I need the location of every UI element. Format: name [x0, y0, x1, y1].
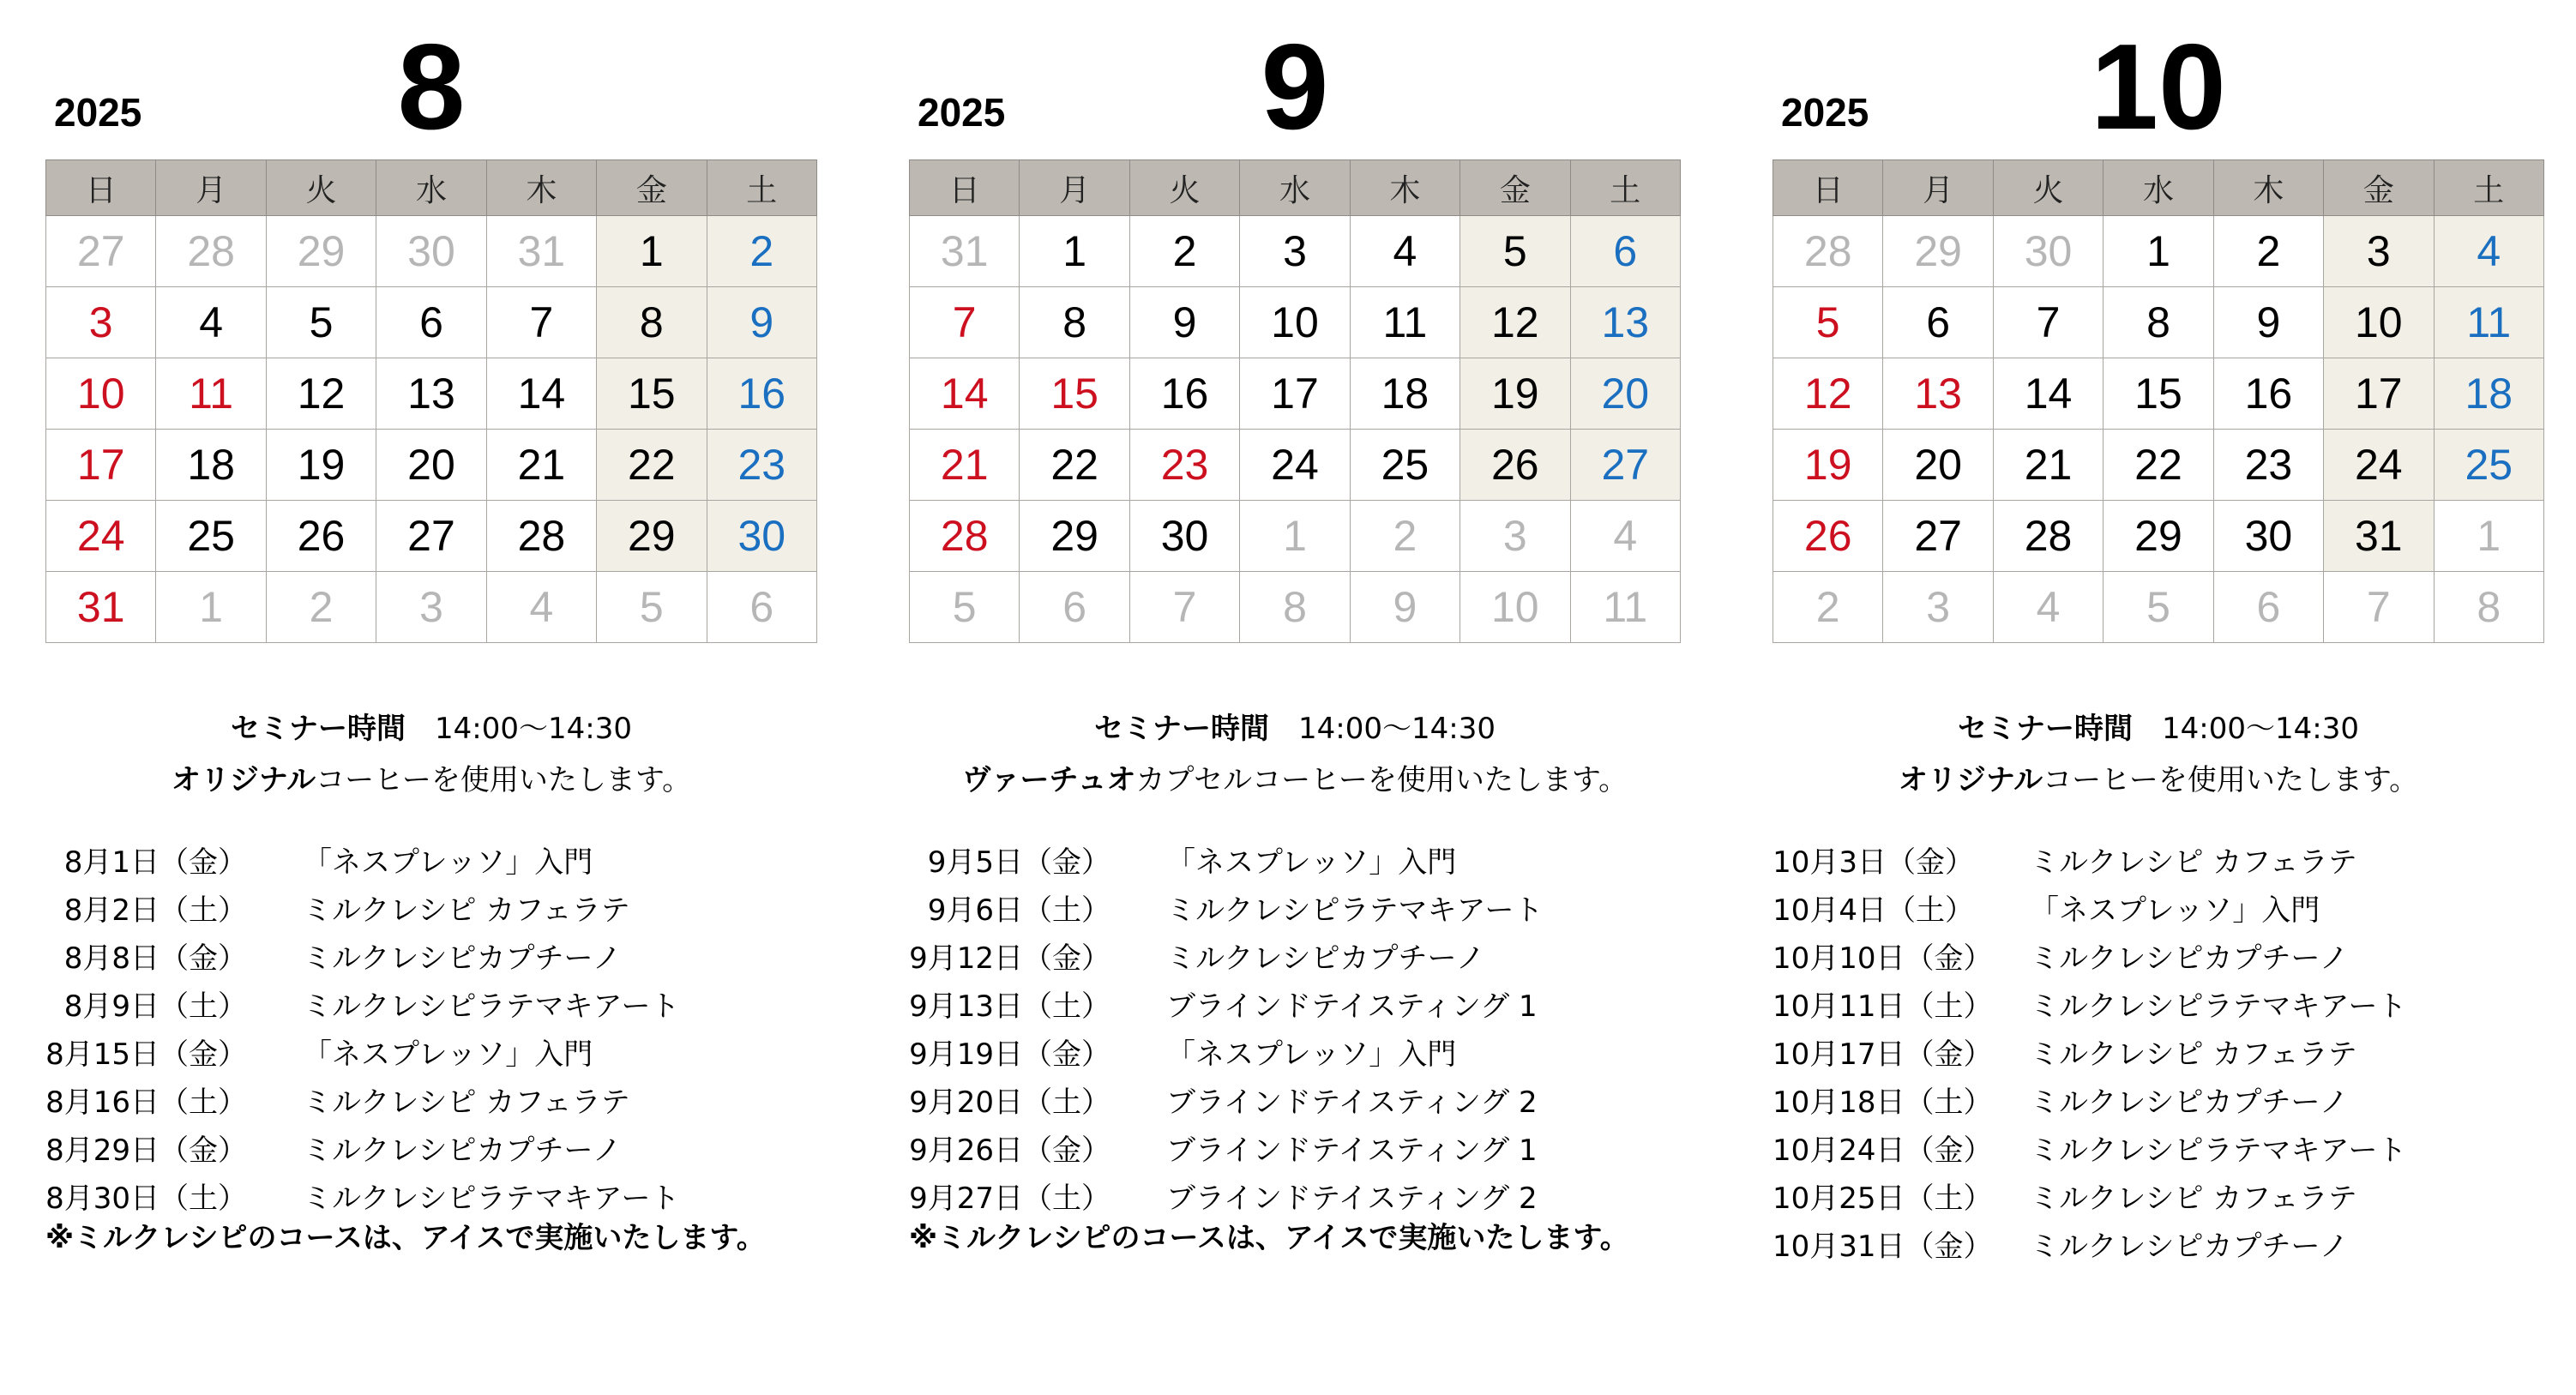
day-cell: 13: [376, 358, 486, 430]
schedule-item: [909, 935, 1681, 983]
day-cell: 8: [2104, 287, 2213, 358]
coffee-type: オリジナル: [171, 763, 316, 797]
schedule-event: ミルクレシピラテマキアート: [303, 989, 680, 1024]
day-cell-outside: 6: [1020, 572, 1129, 643]
day-cell: 3: [46, 287, 156, 358]
schedule-item: [909, 887, 1681, 935]
day-cell: 29: [2104, 501, 2213, 572]
schedule-date: 10月18日（土）: [1773, 1085, 1993, 1120]
day-cell: 2: [707, 216, 816, 287]
day-cell: 21: [1993, 430, 2103, 501]
schedule-item: [1773, 935, 2544, 983]
week-row: [1773, 501, 2544, 572]
schedule-date: 10月25日（土）: [1773, 1182, 1993, 1216]
seminar-time: 14:00〜14:30: [1298, 712, 1496, 746]
schedule-event: 「ネスプレッソ」入門: [303, 1037, 593, 1072]
weekday-header: 木: [1350, 160, 1460, 216]
schedule-list: [1773, 839, 2544, 1271]
week-row: [910, 358, 1681, 430]
day-cell: 27: [376, 501, 486, 572]
day-cell-outside: 31: [910, 216, 1020, 287]
day-cell: 8: [597, 287, 707, 358]
day-cell-outside: 8: [2434, 572, 2543, 643]
week-row: [46, 501, 817, 572]
week-row: [46, 358, 817, 430]
day-cell: 17: [2324, 358, 2434, 430]
week-row: [910, 430, 1681, 501]
schedule-item: [1773, 1223, 2544, 1271]
schedule-item: [1773, 983, 2544, 1031]
year-label: 2025: [54, 90, 142, 135]
day-cell: 8: [1020, 287, 1129, 358]
day-cell: 11: [2434, 287, 2543, 358]
week-row: [46, 287, 817, 358]
schedule-event: ミルクレシピ カフェラテ: [2030, 1037, 2357, 1072]
day-cell: 29: [1020, 501, 1129, 572]
week-row: [46, 572, 817, 643]
coffee-text: コーヒーを使用いたします。: [316, 763, 692, 797]
coffee-type: ヴァーチュオ: [961, 763, 1136, 797]
schedule-item: [45, 935, 817, 983]
month-number: 8: [397, 19, 466, 155]
day-cell: 19: [1773, 430, 1883, 501]
day-cell-outside: 8: [1240, 572, 1350, 643]
schedule-date: 9月5日（金）: [927, 845, 1110, 880]
day-cell-outside: 7: [2324, 572, 2434, 643]
schedule-event: ミルクレシピカプチーノ: [1166, 941, 1485, 976]
day-cell-outside: 9: [1350, 572, 1460, 643]
day-cell-outside: 3: [1883, 572, 1993, 643]
day-cell: 18: [1350, 358, 1460, 430]
schedule-date: 9月6日（土）: [927, 893, 1110, 928]
weekday-header: 日: [46, 160, 156, 216]
schedule-item: [45, 1127, 817, 1175]
weekday-header: 土: [1570, 160, 1680, 216]
month-panel-9: [909, 0, 1681, 1395]
day-cell: 18: [2434, 358, 2543, 430]
seminar-time: 14:00〜14:30: [435, 712, 632, 746]
day-cell: 9: [2213, 287, 2323, 358]
day-cell: 6: [1883, 287, 1993, 358]
day-cell: 23: [1129, 430, 1239, 501]
coffee-type: オリジナル: [1898, 763, 2043, 797]
month-number: 10: [2091, 19, 2226, 155]
schedule-date: 10月24日（金）: [1773, 1133, 1993, 1168]
weekday-header: 火: [1993, 160, 2103, 216]
day-cell: 17: [46, 430, 156, 501]
weekday-header: 水: [2104, 160, 2213, 216]
day-cell-outside: 11: [1570, 572, 1680, 643]
day-cell: 19: [1460, 358, 1570, 430]
day-cell: 24: [1240, 430, 1350, 501]
week-row: [1773, 216, 2544, 287]
weekday-header: 金: [2324, 160, 2434, 216]
schedule-item: [1773, 1127, 2544, 1175]
day-cell: 22: [1020, 430, 1129, 501]
weekday-header: 月: [156, 160, 266, 216]
calendar-grid: [909, 159, 1681, 643]
day-cell: 28: [1993, 501, 2103, 572]
day-cell: 3: [1240, 216, 1350, 287]
day-cell: 30: [2213, 501, 2323, 572]
schedule-date: 9月20日（土）: [909, 1085, 1110, 1120]
schedule-event: ミルクレシピカプチーノ: [2030, 1230, 2349, 1264]
day-cell: 7: [1993, 287, 2103, 358]
day-cell: 16: [2213, 358, 2323, 430]
day-cell: 28: [486, 501, 596, 572]
day-cell: 9: [1129, 287, 1239, 358]
day-cell: 29: [597, 501, 707, 572]
weekday-header: 木: [2213, 160, 2323, 216]
seminar-time-line: [1773, 705, 2544, 747]
week-row: [46, 430, 817, 501]
day-cell: 2: [1129, 216, 1239, 287]
day-cell: 15: [1020, 358, 1129, 430]
day-cell: 13: [1883, 358, 1993, 430]
day-cell: 5: [1773, 287, 1883, 358]
schedule-event: ミルクレシピラテマキアート: [2030, 1133, 2407, 1168]
week-row: [910, 501, 1681, 572]
schedule-item: [1773, 1031, 2544, 1079]
day-cell: 6: [1570, 216, 1680, 287]
day-cell-outside: 1: [156, 572, 266, 643]
day-cell: 2: [2213, 216, 2323, 287]
day-cell: 15: [2104, 358, 2213, 430]
day-cell: 30: [707, 501, 816, 572]
day-cell: 21: [486, 430, 596, 501]
day-cell: 12: [1773, 358, 1883, 430]
weekday-header: 火: [266, 160, 376, 216]
day-cell: 27: [1883, 501, 1993, 572]
day-cell: 20: [376, 430, 486, 501]
day-cell: 14: [486, 358, 596, 430]
schedule-item: [909, 983, 1681, 1031]
week-row: [1773, 572, 2544, 643]
day-cell-outside: 2: [1350, 501, 1460, 572]
month-number: 9: [1261, 19, 1329, 155]
seminar-label: セミナー時間: [1094, 712, 1270, 746]
schedule-item: [45, 1031, 817, 1079]
day-cell: 10: [46, 358, 156, 430]
schedule-event: ミルクレシピ カフェラテ: [303, 1085, 630, 1120]
year-label: 2025: [918, 90, 1006, 135]
day-cell-outside: 27: [46, 216, 156, 287]
week-row: [910, 572, 1681, 643]
weekday-header: 月: [1883, 160, 1993, 216]
day-cell: 5: [266, 287, 376, 358]
seminar-label: セミナー時間: [1958, 712, 2134, 746]
weekday-header: 土: [707, 160, 816, 216]
day-cell-outside: 5: [910, 572, 1020, 643]
week-row: [1773, 287, 2544, 358]
month-panel-8: [45, 0, 817, 1395]
coffee-line: [1773, 756, 2544, 798]
day-cell: 14: [1993, 358, 2103, 430]
schedule-item: [909, 1031, 1681, 1079]
schedule-date: 9月12日（金）: [909, 941, 1110, 976]
weekday-header: 水: [376, 160, 486, 216]
schedule-item: [45, 1079, 817, 1127]
year-label: 2025: [1781, 90, 1869, 135]
day-cell: 9: [707, 287, 816, 358]
schedule-event: ミルクレシピカプチーノ: [303, 941, 622, 976]
schedule-date: 8月16日（土）: [45, 1085, 247, 1120]
schedule-event: ミルクレシピカプチーノ: [303, 1133, 622, 1168]
day-cell-outside: 7: [1129, 572, 1239, 643]
schedule-event: 「ネスプレッソ」入門: [2030, 893, 2320, 928]
day-cell: 22: [2104, 430, 2213, 501]
schedule-event: ミルクレシピ カフェラテ: [2030, 1182, 2357, 1216]
day-cell: 7: [486, 287, 596, 358]
schedule-date: 10月31日（金）: [1773, 1230, 1993, 1264]
day-cell-outside: 1: [1240, 501, 1350, 572]
schedule-date: 10月17日（金）: [1773, 1037, 1993, 1072]
day-cell-outside: 5: [2104, 572, 2213, 643]
day-cell-outside: 29: [266, 216, 376, 287]
schedule-item: [909, 1127, 1681, 1175]
weekday-header: 金: [597, 160, 707, 216]
day-cell: 16: [1129, 358, 1239, 430]
schedule-date: 10月11日（土）: [1773, 989, 1993, 1024]
weekday-header: 水: [1240, 160, 1350, 216]
day-cell: 10: [2324, 287, 2434, 358]
schedule-date: 8月29日（金）: [45, 1133, 247, 1168]
day-cell: 27: [1570, 430, 1680, 501]
schedule-item: [1773, 1079, 2544, 1127]
day-cell: 30: [1129, 501, 1239, 572]
day-cell-outside: 6: [707, 572, 816, 643]
day-cell-outside: 2: [1773, 572, 1883, 643]
iced-course-note: ※ミルクレシピのコースは、アイスで実施いたします。: [909, 1221, 1629, 1255]
coffee-line: [909, 756, 1681, 798]
coffee-text: カプセルコーヒーを使用いたします。: [1135, 763, 1628, 797]
coffee-text: コーヒーを使用いたします。: [2043, 763, 2419, 797]
schedule-item: [1773, 887, 2544, 935]
schedule-date: 9月27日（土）: [909, 1182, 1110, 1216]
schedule-list: [909, 839, 1681, 1223]
day-cell: 26: [1773, 501, 1883, 572]
day-cell: 12: [266, 358, 376, 430]
schedule-event: ブラインドテイスティング 2: [1166, 1085, 1538, 1120]
day-cell: 23: [707, 430, 816, 501]
week-row: [46, 216, 817, 287]
day-cell: 19: [266, 430, 376, 501]
day-cell: 28: [910, 501, 1020, 572]
schedule-item: [1773, 1175, 2544, 1223]
day-cell: 1: [1020, 216, 1129, 287]
day-cell: 1: [2104, 216, 2213, 287]
schedule-event: ミルクレシピ カフェラテ: [303, 893, 630, 928]
week-row: [1773, 358, 2544, 430]
week-row: [910, 216, 1681, 287]
day-cell: 11: [156, 358, 266, 430]
day-cell-outside: 28: [156, 216, 266, 287]
day-cell: 23: [2213, 430, 2323, 501]
day-cell-outside: 31: [486, 216, 596, 287]
day-cell: 25: [1350, 430, 1460, 501]
weekday-header: 日: [1773, 160, 1883, 216]
schedule-event: 「ネスプレッソ」入門: [303, 845, 593, 880]
schedule-event: ミルクレシピラテマキアート: [303, 1182, 680, 1216]
day-cell: 26: [266, 501, 376, 572]
day-cell-outside: 29: [1883, 216, 1993, 287]
schedule-date: 8月9日（土）: [63, 989, 247, 1024]
day-cell: 12: [1460, 287, 1570, 358]
seminar-label: セミナー時間: [231, 712, 406, 746]
schedule-event: ブラインドテイスティング 2: [1166, 1182, 1538, 1216]
calendar-grid: [1773, 159, 2544, 643]
day-cell: 4: [2434, 216, 2543, 287]
schedule-event: ミルクレシピ カフェラテ: [2030, 845, 2357, 880]
coffee-line: [45, 756, 817, 798]
day-cell-outside: 2: [266, 572, 376, 643]
weekday-header: 木: [486, 160, 596, 216]
schedule-date: 8月2日（土）: [63, 893, 247, 928]
day-cell: 17: [1240, 358, 1350, 430]
schedule-event: ブラインドテイスティング 1: [1166, 1133, 1538, 1168]
schedule-event: ミルクレシピカプチーノ: [2030, 1085, 2349, 1120]
schedule-date: 8月30日（土）: [45, 1182, 247, 1216]
day-cell: 16: [707, 358, 816, 430]
day-cell-outside: 30: [1993, 216, 2103, 287]
day-cell: 3: [2324, 216, 2434, 287]
day-cell: 7: [910, 287, 1020, 358]
weekday-header: 金: [1460, 160, 1570, 216]
day-cell-outside: 4: [1570, 501, 1680, 572]
schedule-date: 10月10日（金）: [1773, 941, 1993, 976]
day-cell-outside: 3: [376, 572, 486, 643]
weekday-header-row: [1773, 160, 2544, 216]
day-cell-outside: 4: [486, 572, 596, 643]
day-cell-outside: 4: [1993, 572, 2103, 643]
day-cell: 4: [156, 287, 266, 358]
schedule-list: [45, 839, 817, 1223]
day-cell: 1: [597, 216, 707, 287]
schedule-date: 9月13日（土）: [909, 989, 1110, 1024]
month-panel-10: [1773, 0, 2544, 1395]
day-cell: 31: [46, 572, 156, 643]
day-cell-outside: 5: [597, 572, 707, 643]
day-cell-outside: 30: [376, 216, 486, 287]
day-cell: 18: [156, 430, 266, 501]
day-cell: 26: [1460, 430, 1570, 501]
weekday-header: 日: [910, 160, 1020, 216]
seminar-time-line: [45, 705, 817, 747]
day-cell: 20: [1883, 430, 1993, 501]
weekday-header: 月: [1020, 160, 1129, 216]
schedule-date: 8月8日（金）: [63, 941, 247, 976]
day-cell-outside: 28: [1773, 216, 1883, 287]
schedule-item: [45, 983, 817, 1031]
day-cell-outside: 10: [1460, 572, 1570, 643]
schedule-date: 10月3日（金）: [1773, 845, 1974, 880]
day-cell: 25: [156, 501, 266, 572]
day-cell: 5: [1460, 216, 1570, 287]
day-cell: 20: [1570, 358, 1680, 430]
schedule-date: 8月1日（金）: [63, 845, 247, 880]
day-cell-outside: 6: [2213, 572, 2323, 643]
day-cell: 14: [910, 358, 1020, 430]
weekday-header: 火: [1129, 160, 1239, 216]
iced-course-note: ※ミルクレシピのコースは、アイスで実施いたします。: [45, 1221, 766, 1255]
schedule-date: 9月26日（金）: [909, 1133, 1110, 1168]
day-cell: 21: [910, 430, 1020, 501]
weekday-header-row: [46, 160, 817, 216]
schedule-event: 「ネスプレッソ」入門: [1166, 1037, 1457, 1072]
schedule-item: [45, 839, 817, 887]
schedule-date: 10月4日（土）: [1773, 893, 1974, 928]
day-cell-outside: 1: [2434, 501, 2543, 572]
weekday-header-row: [910, 160, 1681, 216]
schedule-item: [1773, 839, 2544, 887]
day-cell: 25: [2434, 430, 2543, 501]
seminar-time-line: [909, 705, 1681, 747]
schedule-event: ブラインドテイスティング 1: [1166, 989, 1538, 1024]
seminar-time: 14:00〜14:30: [2162, 712, 2359, 746]
day-cell: 24: [46, 501, 156, 572]
schedule-item: [45, 887, 817, 935]
schedule-event: 「ネスプレッソ」入門: [1166, 845, 1457, 880]
schedule-event: ミルクレシピラテマキアート: [2030, 989, 2407, 1024]
day-cell: 11: [1350, 287, 1460, 358]
week-row: [1773, 430, 2544, 501]
day-cell: 31: [2324, 501, 2434, 572]
calendar-grid: [45, 159, 817, 643]
schedule-item: [909, 1079, 1681, 1127]
schedule-event: ミルクレシピラテマキアート: [1166, 893, 1544, 928]
schedule-event: ミルクレシピカプチーノ: [2030, 941, 2349, 976]
schedule-date: 9月19日（金）: [909, 1037, 1110, 1072]
schedule-item: [909, 839, 1681, 887]
day-cell: 6: [376, 287, 486, 358]
day-cell: 13: [1570, 287, 1680, 358]
day-cell: 4: [1350, 216, 1460, 287]
schedule-date: 8月15日（金）: [45, 1037, 247, 1072]
weekday-header: 土: [2434, 160, 2543, 216]
day-cell: 15: [597, 358, 707, 430]
day-cell: 24: [2324, 430, 2434, 501]
day-cell: 10: [1240, 287, 1350, 358]
day-cell: 22: [597, 430, 707, 501]
day-cell-outside: 3: [1460, 501, 1570, 572]
week-row: [910, 287, 1681, 358]
